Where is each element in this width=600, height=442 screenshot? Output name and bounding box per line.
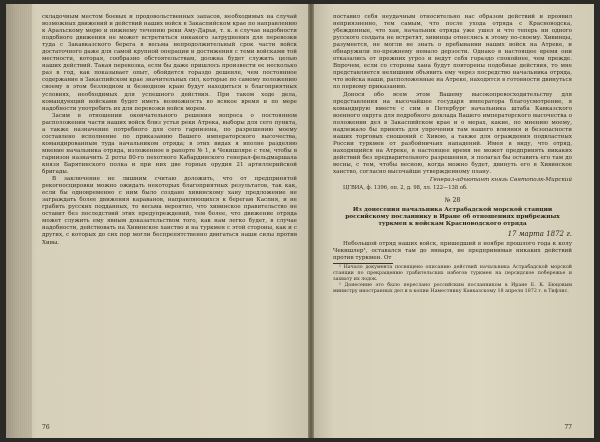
page-number: 76 [42,424,50,431]
book-gutter [308,4,314,438]
paragraph: В заключение не лишним считаю доложить, что от предпринятой рекогносцировки можно ожидать некоторых благоприятных результатов, так как, если бы одновременно с ним было создано хивинскому хану предложение не заграждать более движения караванов, направляющихся к берегам Каспия, и не грабить русских подданных, то весьма вероятно, что хивинское правительство не оставит без последствий этих предупреждений, тем более, что движение отряда может служить ему явным доказательством того, как нам легко будет, в случае надобности, действовать на Хивинское ханство и на туркмен с этой стороны, как и с других, с которых до сих пор могли беспрепятственно двигаться наши силы против Хивы. [42,176,297,246]
left-page-body [42,14,297,247]
archive-reference: ЦГВИА, ф. 1396, оп. 2, д. 98, лл. 122—138 об. [343,185,468,192]
document-title: Из донесения начальника Астрабадской морской станции российскому посланнику в Иране об отношениях прибрежных туркмен к войскам Красноводского отряда [345,206,560,227]
page-number: 77 [564,424,572,431]
signature: Генерал-адъютант князь Святополк-Мирский [429,177,572,184]
paragraph: поставил себя неудачным относительно нас образом действий и проявил неприязненно, тем самым, что после ухода отряда с Красноводска, убежденные, что хан, начальник отряда уже ушел и что теперь ни одного русского солдата не встретят, хивинцы отнеслись к этому по-своему. Хивинцы, разумеется, не могли не знать о пребывании наших войск на Атреке, и обнаружили по-прежнему немало дерзости. Однако в настоящее время они отказались от прежних угроз и ведут себя гораздо спокойнее, чем прежде. Впрочем, если со стороны хана будут повторены подобные действия, то мне представляется нелишним объявить ему через посредство начальника отряда, что войска наши, расположенные на Атреке, находятся в готовности двинуться по первому приказанию. [333,14,572,91]
book-spread [6,4,594,438]
paragraph: Донося обо всем этом Вашему высокопревосходительству для представления на высочайшее государя императора благоусмотрение, я командирую вместе с сим в Петербург начальника штаба Кавказского военного округа для подробного доклада Вашего императорского высочества о положении дел в Закаспийском крае и о мерах, какие, по мнению моему, надлежало бы принять для упрочения там нашего влияния и безопасности наших торговых сношений с Хивою, а также для ограждения подвластных России туркмен от разбойничьих нападений. Имея в виду, что отряд, находящийся на Атреке, в настоящее время не может предпринять никаких действий без предварительного разрешения, я полагал бы оставить его там до весны, с тем, чтобы весною, когда можно будет, двинуть его в Хивинское ханство, согласно высочайше утвержденному плану. [333,91,572,176]
right-page-body [333,14,572,294]
page-edge-stack [6,4,32,438]
footnote-divider [333,263,393,264]
paragraph: Небольшой отряд наших войск, пришедший в ноябре прошлого года к колу Чекишлер¹, оставался там до января, не предпринимая никаких действий против туркмен. От [333,240,572,261]
document-number: № 28 [444,196,461,204]
paragraph: Засим в отношении окончательного решения вопроса о постоянном расположении части наших войск близ устья реки Атрека, выборы для сего пункта, а также назначение потребного для сего гарнизона, по разрешению моему составлено исполнение по приказанию Вашего императорского высочества, командированным туда начальником отряда; в этих видах я вполне разделяю мнение начальника отряда, изложенное в рапорте № 1, в Чекишляре с тем, чтобы в гарнизон назначить 2 роты 80-го пехотного Кабардинского генерал-фельдмаршала князя Барятинского полка и при них две горных орудия 21 артиллерийской бригады. [42,112,297,176]
left-page [6,4,311,438]
footnote: ¹ Начало документа посвящено описанию действий начальника Астрабадской морской станции по прекращению грабительских набегов туркмен на персидское побережье и захвату их лодок. [333,264,572,282]
document-date: 17 марта 1872 г. [507,229,572,238]
paragraph: складочным местом боевых и продовольственных запасов, необходимых на случай возможных движений и действий наших войск в Закаспийском крае по направлению к Аральскому морю и нижнему течению реки Аму-Дарьи, т. к. в случае надобности подобного движения не может встретиться никакого затруднения для перевозки туда с Закавказского берега в весьма непродолжительный срок части войск достаточного даже для самой крупной операции и достижения с теми войсками той местности, которая, сообразно обстоятельствам, должна будет служить целью наших действий. Такая перевозка, если бы даже пришлось произвести ее несколько раз в год, как показывает опыт, обойдется гораздо дешевле, чем постоянное содержание в Закаспийском крае значительных сил, которые по самому положению своему в этом безлюдном и безводном краю будут находиться в благоприятных условиях, необходимых для успешного действия. При таком ходе дела, командующий войсками будет иметь возможность во всякое время и по мере надобности употребить их для перевозки войск морем. [42,14,297,112]
right-page [311,4,594,438]
footnote: ² Донесение это было переслано российским посланником в Иране Е. К. Бюцовым министру иностранных дел и в копии Наместнику Кавказскому 18 апреля 1872 г. в Тифлис. [333,282,572,294]
